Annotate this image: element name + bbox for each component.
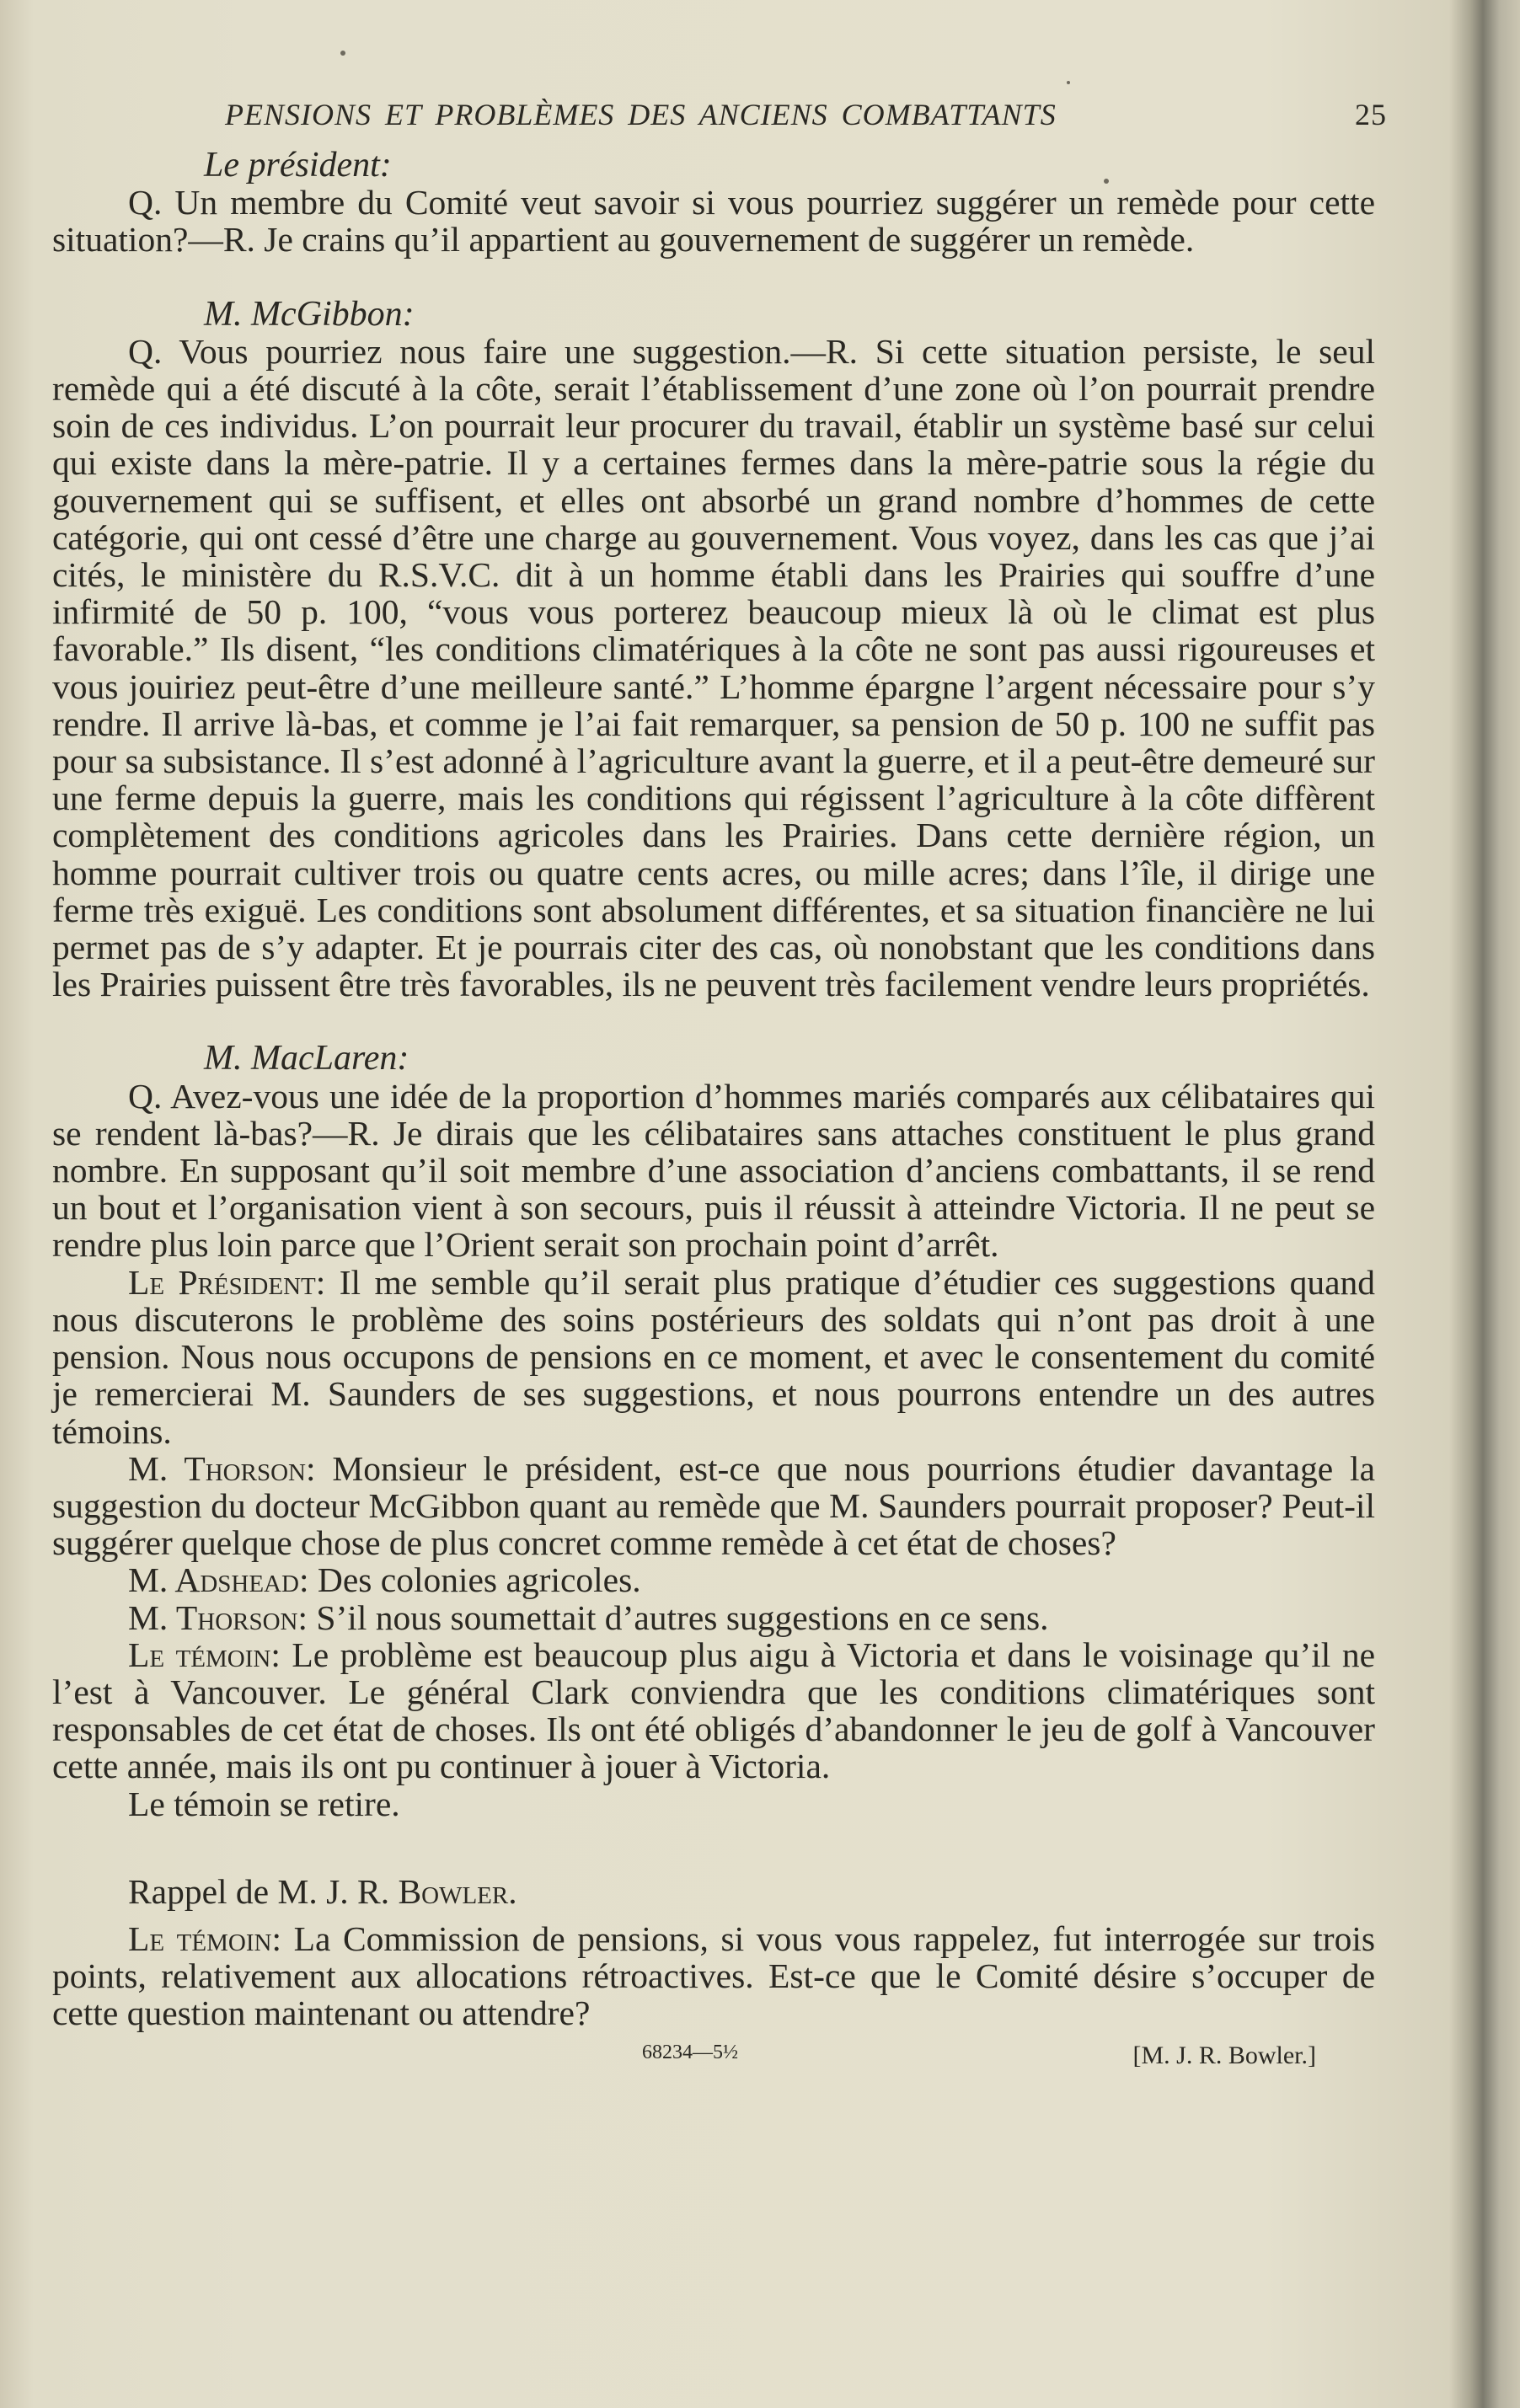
- scan-speck: [340, 51, 345, 56]
- paragraph-text: Des colonies agricoles.: [317, 1560, 641, 1600]
- speaker-name: M. Adshead:: [128, 1560, 309, 1600]
- paragraph-text: Il me semble qu’il serait plus pratique d’étudier ces suggestions quand nous discuterons le problème des soins postérieurs des soldats qui n’ont pas droit à une pension. Nous nous occupons de pensions en ce moment, et avec le consentement du comité je remercierai M. Saunders de ses suggestions, et nous pourrons entendre un des autres témoins.: [52, 1262, 1375, 1451]
- paragraph: Q. Un membre du Comité veut savoir si vous pourriez suggérer un remède pour cette situation?—R. Je crains qu’il appartient au gouvernement de suggérer un remède.: [52, 183, 1375, 260]
- page-footer: [52, 2034, 1375, 2084]
- paragraph: [52, 1599, 1375, 1636]
- paragraph: [52, 1561, 1375, 1598]
- spacer: [52, 1822, 1375, 1873]
- speaker-name: M. Thorson:: [128, 1597, 308, 1637]
- speaker-name: Le témoin:: [128, 1918, 281, 1958]
- speaker-heading: M. McGibbon:: [204, 294, 415, 334]
- running-title: PENSIONS ET PROBLÈMES DES ANCIENS COMBATTANTS: [225, 98, 1057, 131]
- paragraph-text: S’il nous soumettait d’autres suggestions en ce sens.: [316, 1597, 1049, 1637]
- printer-signature: 68234—5½: [642, 2041, 738, 2063]
- speaker-name: Le Président:: [128, 1262, 326, 1302]
- paragraph: [52, 1264, 1375, 1450]
- speaker-heading: Le président:: [204, 146, 392, 185]
- paragraph: [52, 1873, 1375, 1910]
- spacer: [52, 259, 1375, 284]
- paragraph-text: Rappel de M. J. R.: [128, 1871, 390, 1911]
- speaker-reference: [M. J. R. Bowler.]: [1132, 2041, 1316, 2069]
- page-number: 25: [1355, 98, 1387, 131]
- paragraph: Q. Avez-vous une idée de la proportion d’hommes mariés comparés aux célibataires qui se rendent là-bas?—R. Je dirais que les célibataires sans attaches constituent le plus grand nombre. En supposant qu’il soit membre d’une association d’anciens combattants, il se rend un bout et l’organisation vient à son secours, puis il réussit à atteindre Victoria. Il ne peut se rendre plus loin parce que l’Orient serait son prochain point d’arrêt.: [52, 1076, 1375, 1265]
- paragraph: [52, 1636, 1375, 1785]
- paragraph-text: Le problème est beaucoup plus aigu à Victoria et dans le voisinage qu’il ne l’est à Vancouver. Le général Clark conviendra que les conditions climatériques sont responsables de cet état de choses. Ils ont été obligés d’abandonner le jeu de golf à Vancouver cette année, mais ils ont pu continuer à jouer à Victoria.: [52, 1635, 1375, 1786]
- speaker-name: Le témoin:: [128, 1635, 281, 1674]
- speaker-name: M. Thorson:: [128, 1448, 316, 1488]
- page-content: [52, 84, 1387, 2084]
- running-header: [52, 84, 1387, 135]
- paragraph: Q. Vous pourriez nous faire une suggestion.—R. Si cette situation persiste, le seul remède qui a été discuté à la côte, serait l’établissement d’une zone où l’on pourrait prendre soin de ces individus. L’on pourrait leur procurer du travail, établir un système basé sur celui qui existe dans la mère-patrie. Il y a certaines fermes dans la mère-patrie sous la régie du gouvernement qui se suffisent, et elles ont absorbé un grand nombre d’hommes de cette catégorie, qui ont cessé d’être une charge au gouvernement. Vous voyez, dans les cas que j’ai cités, le ministère du R.S.V.C. dit à un homme établi dans les Prairies qui souffre d’une infirmité de 50 p. 100, “vous vous porterez beaucoup mieux là où le climat est plus favorable.” Ils disent, “les conditions climatériques à la côte ne sont pas aussi rigoureuses et vous jouiriez peut-être d’une meilleure santé.” L’homme épargne l’argent nécessaire pour s’y rendre. Il arrive là-bas, et comme je l’ai fait remarquer, sa pension de 50 p. 100 ne suffit pas pour sa subsistance. Il s’est adonné à l’agriculture avant la guerre, et il a peut-être demeuré sur une ferme depuis la guerre, mais les conditions qui régissent l’agriculture à la côte diffèrent complètement des conditions agricoles dans les Prairies. Dans cette dernière région, un homme pourrait cultiver trois ou quatre cents acres, ou mille acres; dans l’île, il dirige une ferme très exiguë. Les conditions sont absolument différentes, et sa situation financière ne lui permet pas de s’y adapter. Et je pourrais citer des cas, où nonobstant que les conditions dans les Prairies puissent être très favorables, ils ne peuvent très facilement vendre leurs propriétés.: [52, 331, 1375, 1004]
- speaker-name: Bowler.: [398, 1871, 517, 1911]
- speaker-heading: M. MacLaren:: [204, 1039, 409, 1078]
- paragraph-text: Monsieur le président, est-ce que nous pourrions étudier davantage la suggestion du docteur McGibbon quant au remède que M. Saunders pourrait proposer? Peut-il suggérer quelque chose de plus concret comme remède à cet état de choses?: [52, 1448, 1376, 1563]
- paragraph: Le témoin se retire.: [128, 1784, 400, 1823]
- paragraph: [52, 1450, 1375, 1562]
- paragraph-text: La Commission de pensions, si vous vous rappelez, fut interrogée sur trois points, relativement aux allocations rétroactives. Est-ce que le Comité désire s’occuper de cette question maintenant ou attendre?: [52, 1918, 1376, 2033]
- paragraph: [52, 1920, 1375, 2032]
- spacer: [52, 1003, 1375, 1028]
